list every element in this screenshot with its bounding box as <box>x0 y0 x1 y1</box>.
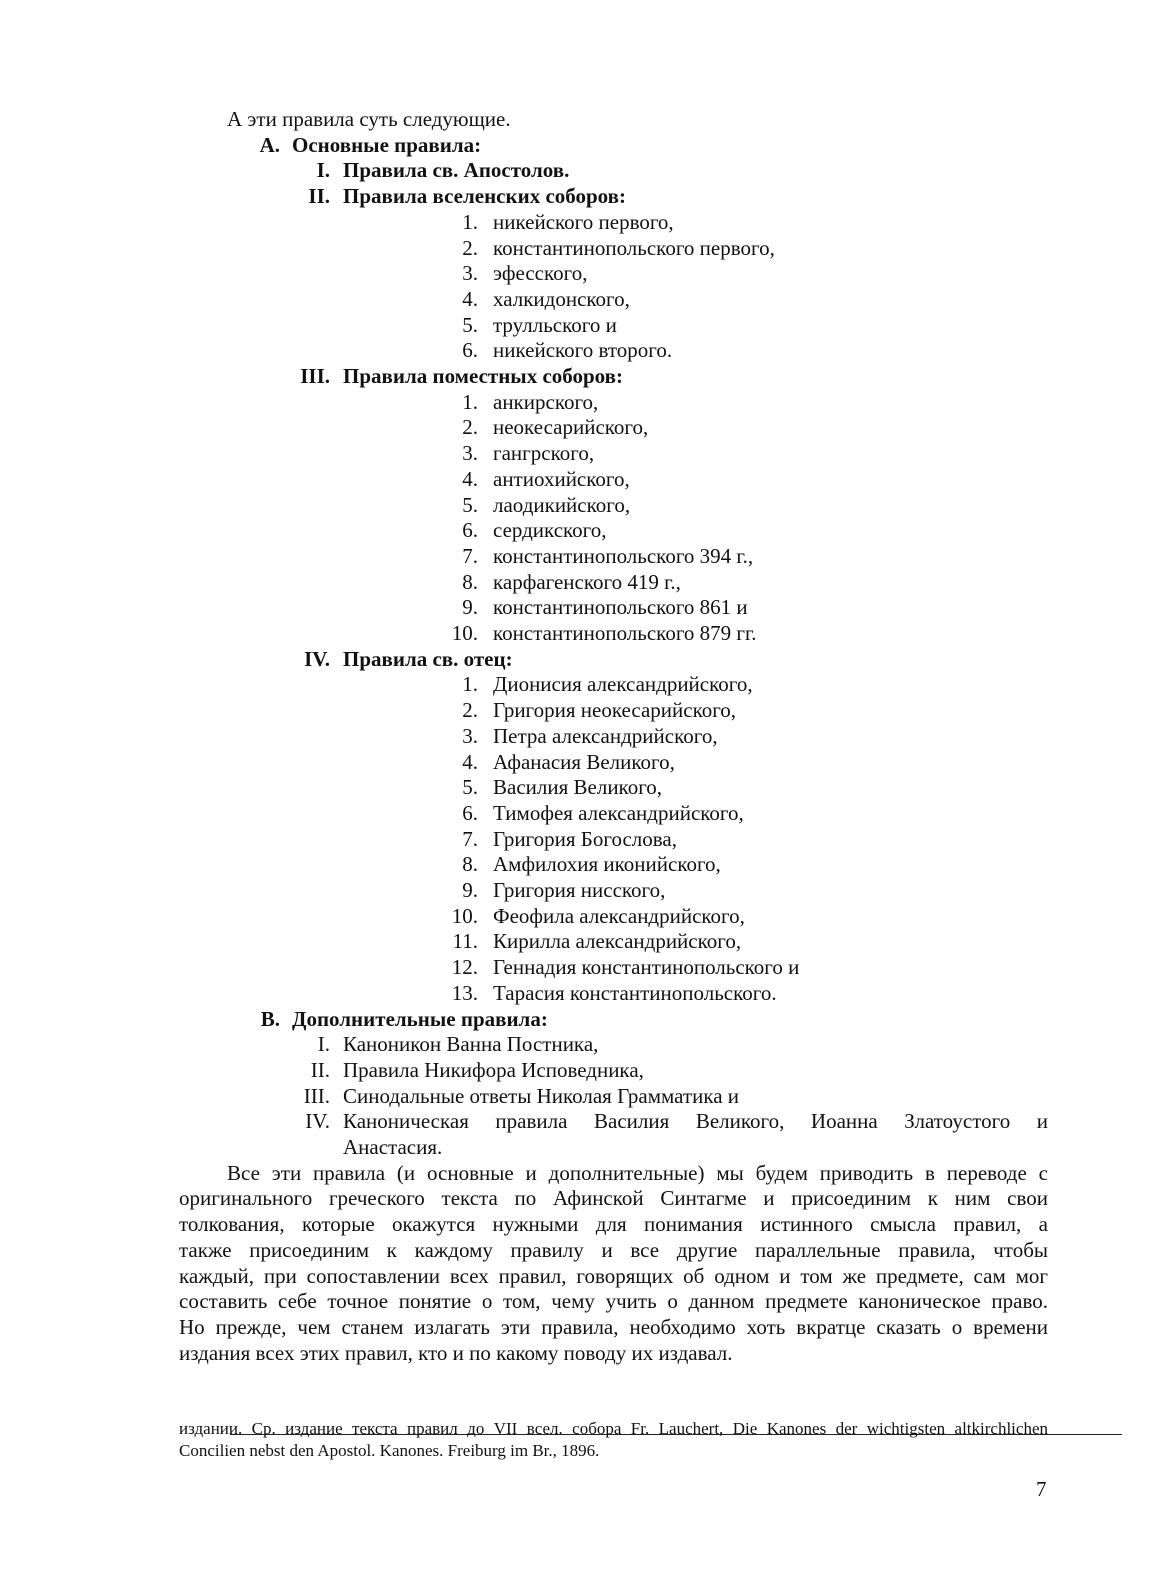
list-number: 10. <box>451 903 478 928</box>
list-number: 9. <box>462 878 478 902</box>
list-number: 6. <box>462 800 478 825</box>
paragraph-line: также присоединим к каждому правилу и все другие параллельные правила, чтобы <box>179 1237 1048 1262</box>
list-number: 10. <box>451 621 478 645</box>
list-item: константинопольского 879 гг. <box>493 621 757 645</box>
paragraph-line: Но прежде, чем станем излагать эти правила, необходимо хоть вкратце сказать о времени <box>179 1314 1048 1339</box>
list-item: анкирского, <box>493 389 599 414</box>
paragraph-line: составить себе точное понятие о том, чему учить о данном предмете каноническое право. <box>179 1289 1048 1314</box>
list-number: 2. <box>462 235 478 260</box>
group-numeral: II. <box>308 184 330 209</box>
list-item: халкидонского, <box>493 286 630 311</box>
list-number: 9. <box>462 595 478 620</box>
list-item: Амфилохия иконийского, <box>493 852 721 877</box>
group-numeral: I. <box>317 1032 330 1057</box>
list-number: 12. <box>451 955 478 980</box>
list-number: 6. <box>462 518 478 543</box>
paragraph-line: толкования, которые окажутся нужными для понимания истинного смысла правил, а <box>179 1212 1048 1237</box>
section-title: Дополнительные правила: <box>292 1006 548 1031</box>
list-item: трулльского и <box>493 312 617 337</box>
list-number: 4. <box>462 466 478 491</box>
list-number: 1. <box>462 209 478 234</box>
group-numeral: I. <box>316 158 330 183</box>
list-item: Каноникон Ванна Постника, <box>343 1032 599 1057</box>
list-number: 5. <box>462 492 478 517</box>
list-item: Тарасия константинопольского. <box>493 980 777 1005</box>
group-title: Правила св. отец: <box>343 646 513 671</box>
list-item: карфагенского 419 г., <box>493 569 681 594</box>
list-item-continued: Анастасия. <box>343 1135 443 1159</box>
list-number: 3. <box>462 723 478 748</box>
list-item: Дионисия александрийского, <box>493 672 753 697</box>
list-item: Тимофея александрийского, <box>493 800 744 825</box>
list-number: 5. <box>462 775 478 800</box>
list-number: 7. <box>462 826 478 851</box>
list-item: Григория Богослова, <box>493 826 677 851</box>
list-item: Петра александрийского, <box>493 723 718 748</box>
group-numeral: III. <box>300 364 330 388</box>
paragraph-line: Все эти правила (и основные и дополнительные) мы будем приводить в переводе с <box>227 1160 1048 1185</box>
list-number: 1. <box>462 389 478 414</box>
list-number: 4. <box>462 749 478 774</box>
footnote-line: Concilien nebst den Apostol. Kanones. Freiburg im Br., 1896. <box>179 1441 600 1460</box>
paragraph-line: оригинального греческого текста по Афинской Синтагме и присоединим к ним свои <box>179 1186 1048 1211</box>
list-number: 2. <box>462 698 478 723</box>
list-number: 6. <box>462 338 478 363</box>
list-item: никейского второго. <box>493 338 673 363</box>
paragraph-line: каждый, при сопоставлении всех правил, говорящих об одном и том же предмете, сам мог <box>179 1263 1048 1288</box>
group-numeral: III. <box>303 1083 330 1108</box>
list-item: Василия Великого, <box>493 775 663 800</box>
list-item: гангрского, <box>493 441 595 466</box>
list-number: 8. <box>462 569 478 594</box>
list-number: 2. <box>462 415 478 440</box>
list-number: 1. <box>462 672 478 697</box>
intro-line: А эти правила суть следующие. <box>227 107 511 131</box>
list-item: лаодикийского, <box>493 492 631 517</box>
list-item: антиохийского, <box>493 466 630 491</box>
group-title: Правила вселенских соборов: <box>343 184 626 209</box>
list-item: Кирилла александрийского, <box>493 929 742 954</box>
list-item: сердикского, <box>493 518 607 543</box>
list-item: константинопольского 394 г., <box>493 543 754 568</box>
section-title: Основные правила: <box>292 132 482 157</box>
list-item: неокесарийского, <box>493 415 649 440</box>
list-item: Афанасия Великого, <box>493 749 675 774</box>
paragraph-line: издания всех этих правил, кто и по какому поводу их издавал. <box>179 1340 733 1365</box>
list-item: Феофила александрийского, <box>493 903 745 928</box>
footnote-line: издании. Ср. издание текста правил до VII всел. собора Fr. Lauchert, Die Kanones der wichtigsten altkirchlichen <box>179 1419 1048 1438</box>
list-item: Григория нисского, <box>493 878 666 902</box>
list-item: Синодальные ответы Николая Грамматика и <box>343 1083 740 1108</box>
list-item: Каноническая правила Василия Великого, Иоанна Златоустого и <box>343 1109 1048 1134</box>
group-title: Правила св. Апостолов. <box>343 158 570 183</box>
list-number: 5. <box>462 312 478 337</box>
list-item: Геннадия константинопольского и <box>493 955 800 980</box>
section-marker: B. <box>260 1006 280 1031</box>
section-marker: A. <box>259 132 280 157</box>
list-number: 13. <box>451 980 478 1005</box>
list-item: Григория неокесарийского, <box>493 698 737 723</box>
list-number: 3. <box>462 261 478 286</box>
group-numeral: IV. <box>305 1109 330 1134</box>
list-item: эфесского, <box>493 261 588 286</box>
list-item: Правила Никифора Исповедника, <box>343 1057 644 1082</box>
list-number: 4. <box>462 286 478 311</box>
list-number: 8. <box>462 852 478 877</box>
group-numeral: IV. <box>304 646 330 671</box>
list-item: никейского первого, <box>493 209 674 234</box>
list-number: 7. <box>462 543 478 568</box>
page-number: 7 <box>1036 1477 1047 1501</box>
list-item: константинопольского первого, <box>493 235 775 260</box>
list-number: 11. <box>452 929 478 954</box>
list-number: 3. <box>462 441 478 466</box>
group-numeral: II. <box>310 1057 330 1082</box>
list-item: константинопольского 861 и <box>493 595 748 620</box>
group-title: Правила поместных соборов: <box>343 364 623 388</box>
